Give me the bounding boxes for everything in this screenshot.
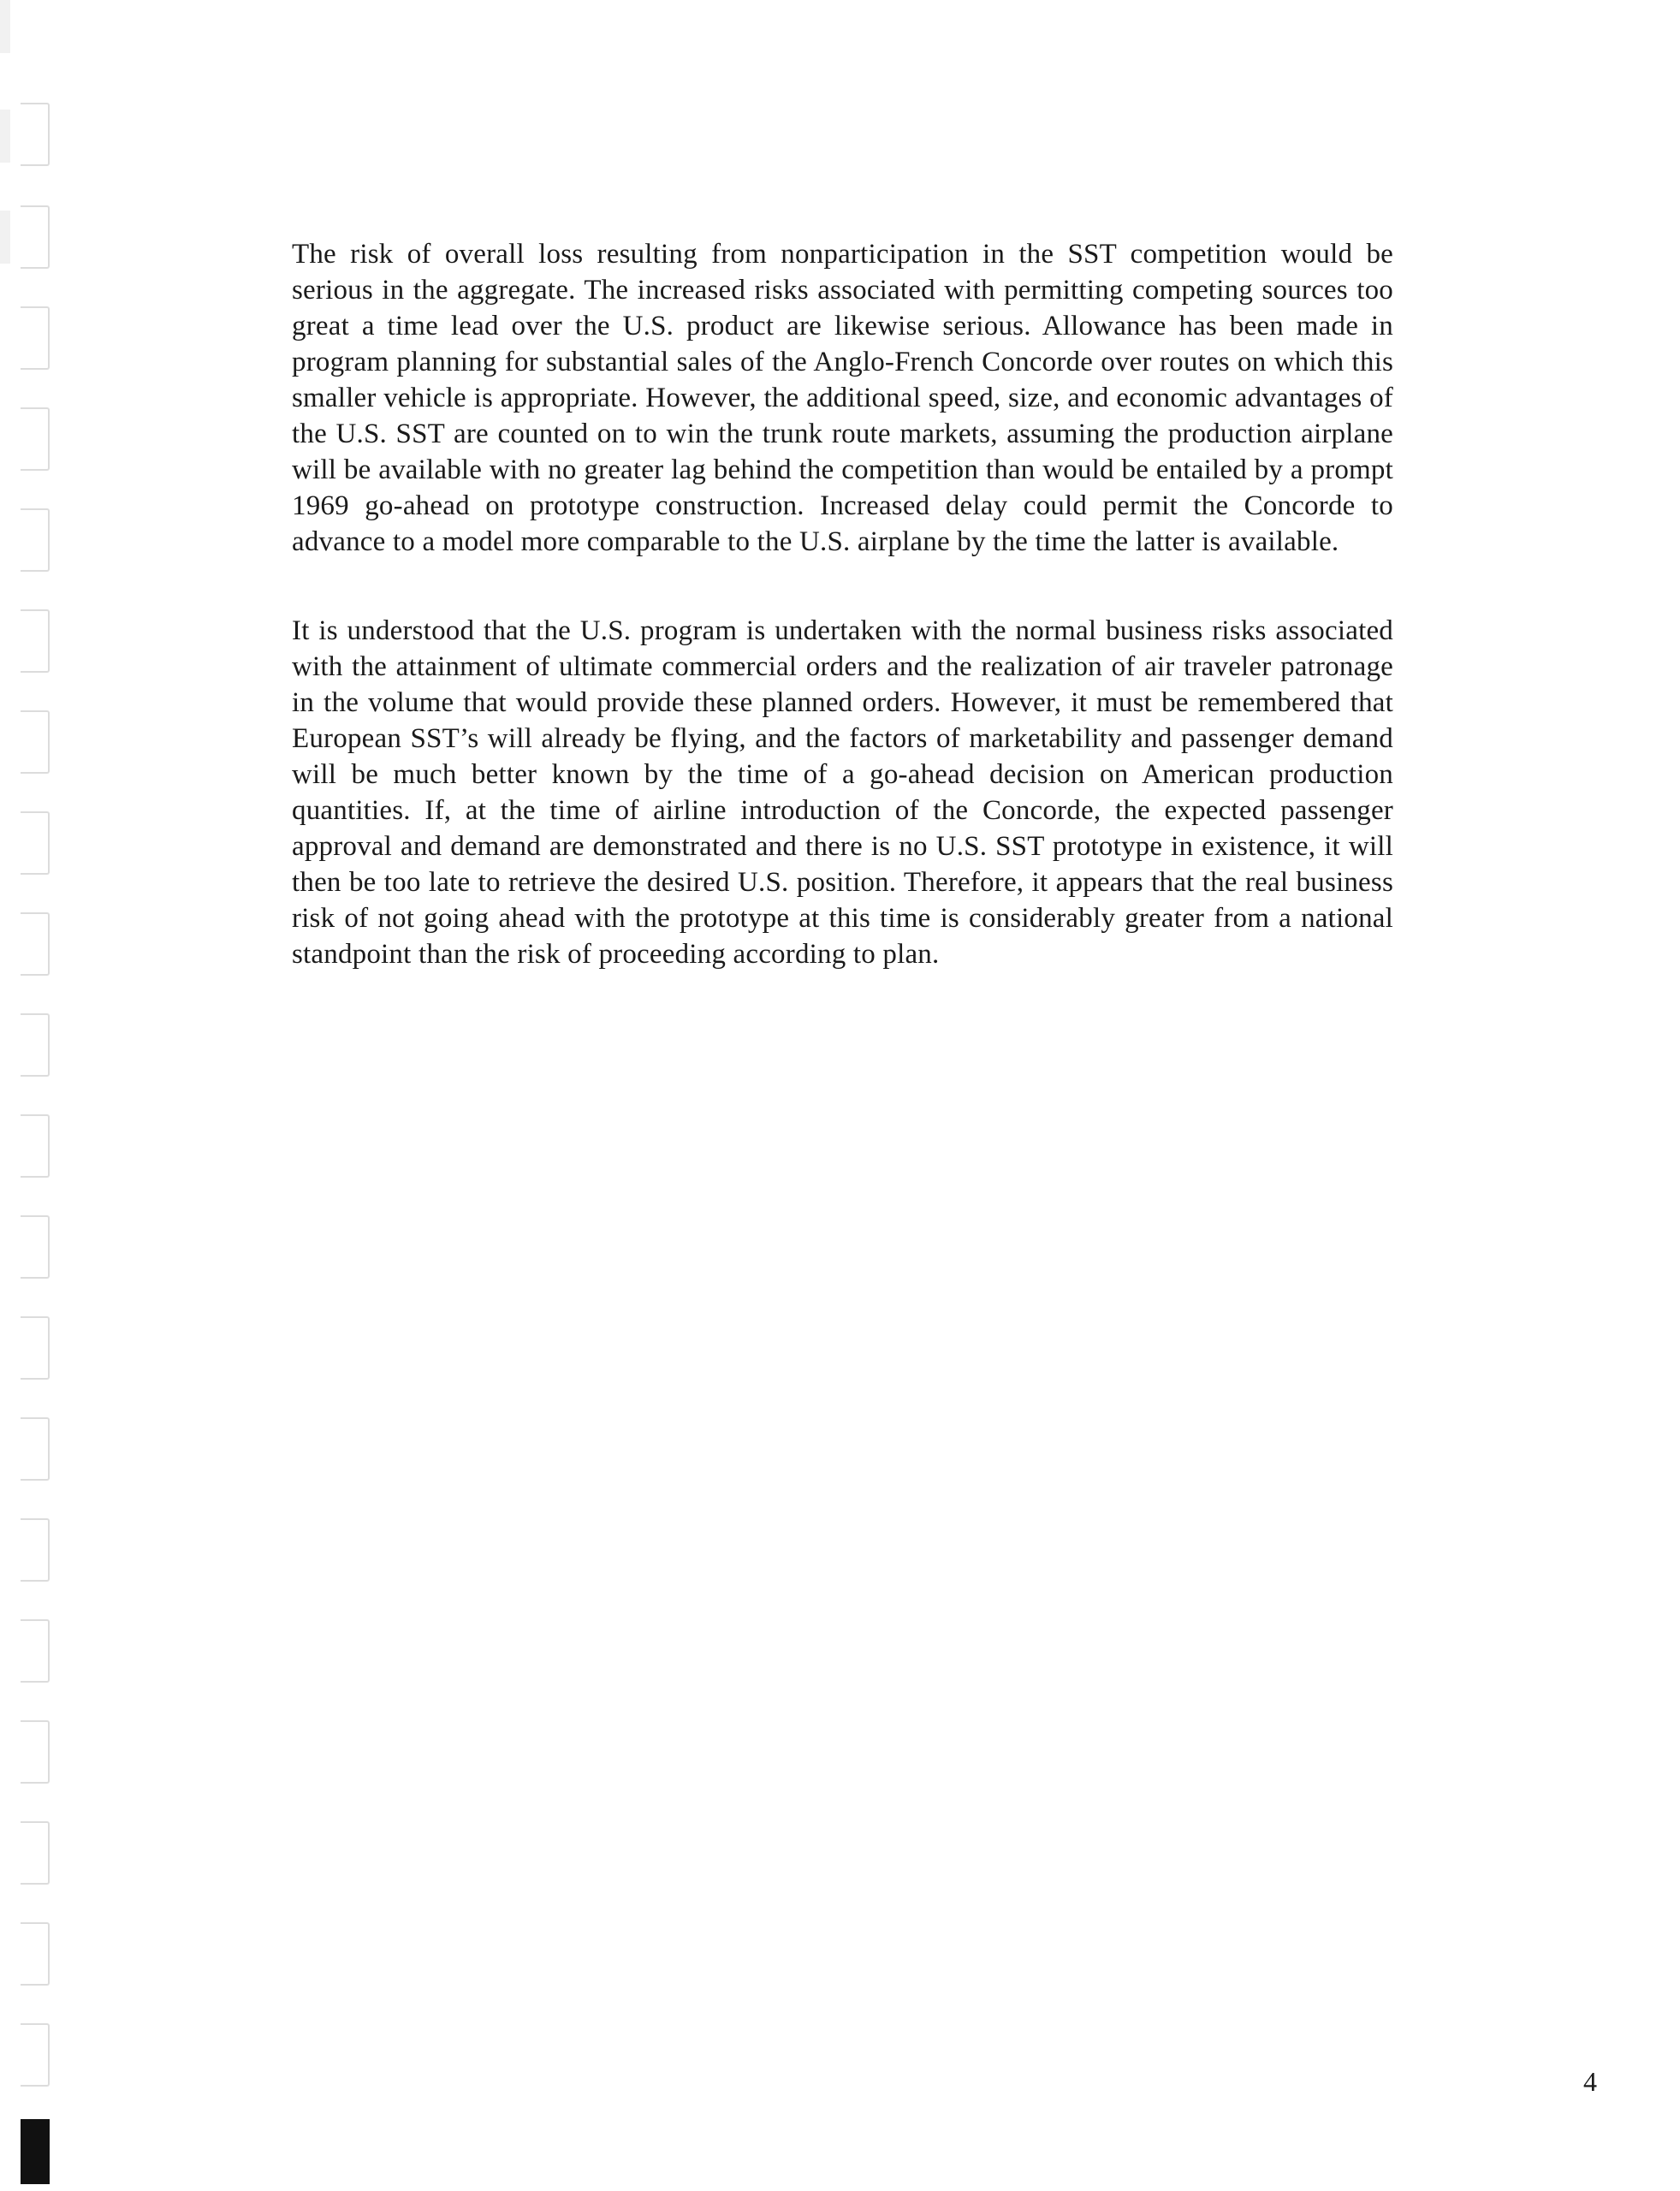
paragraph: It is understood that the U.S. program is undertaken with the normal business risks associated with the attainment of ultimate commercial orders and the realization of air traveler patronage in the volume that would provide these planned orders. However, it must be remembered that European SST’s will already be flying, and the factors of marketability and passenger demand will be much better known by the time of a go-ahead decision on American production quantities. If, at the time of airline introduction of the Concorde, the expected passenger approval and demand are demonstrated and there is no U.S. SST prototype in existence, it will then be too late to retrieve the desired U.S. position. Therefore, it appears that the real business risk of not going ahead with the prototype at this time is considerably greater from a national standpoint than the risk of proceeding according to plan. — [292, 615, 1393, 970]
binding-hole — [21, 1922, 50, 1986]
binding-hole — [21, 205, 50, 269]
binding-hole — [21, 1720, 50, 1784]
binding-edge-tab — [0, 211, 10, 264]
binding-hole — [21, 609, 50, 673]
binding-hole — [21, 2023, 50, 2087]
binding-hole — [21, 1417, 50, 1481]
binding-hole — [21, 407, 50, 471]
binding-hole — [21, 1215, 50, 1279]
page-number: 4 — [1583, 2066, 1597, 2097]
binding-hole — [21, 508, 50, 572]
binding-strip — [0, 0, 51, 2191]
binding-edge-tab — [0, 0, 10, 53]
binding-hole — [21, 811, 50, 875]
binding-hole — [21, 1114, 50, 1178]
binding-hole — [21, 710, 50, 774]
binding-hole — [21, 103, 50, 166]
binding-hole — [21, 912, 50, 976]
binding-hole — [21, 1619, 50, 1683]
binding-hole — [21, 306, 50, 370]
binding-hole — [21, 1013, 50, 1077]
binding-hole — [21, 1518, 50, 1582]
binding-edge-tab — [0, 110, 10, 163]
binding-hole — [21, 1821, 50, 1885]
document-body — [292, 236, 1393, 1025]
binding-hole — [21, 1316, 50, 1380]
binding-black-mark — [21, 2119, 50, 2184]
paragraph: The risk of overall loss resulting from nonparticipation in the SST competition would be serious in the aggregate. The increased risks associated with permitting competing sources too great a time lead over the U.S. product are likewise serious. Allowance has been made in program planning for substantial sales of the Anglo-French Concorde over routes on which this smaller vehicle is appropriate. However, the additional speed, size, and economic advantages of the U.S. SST are counted on to win the trunk route markets, assuming the production airplane will be available with no greater lag behind the competition than would be entailed by a prompt 1969 go-ahead on prototype construction. Increased delay could permit the Concorde to advance to a model more comparable to the U.S. airplane by the time the latter is available. — [292, 239, 1393, 557]
